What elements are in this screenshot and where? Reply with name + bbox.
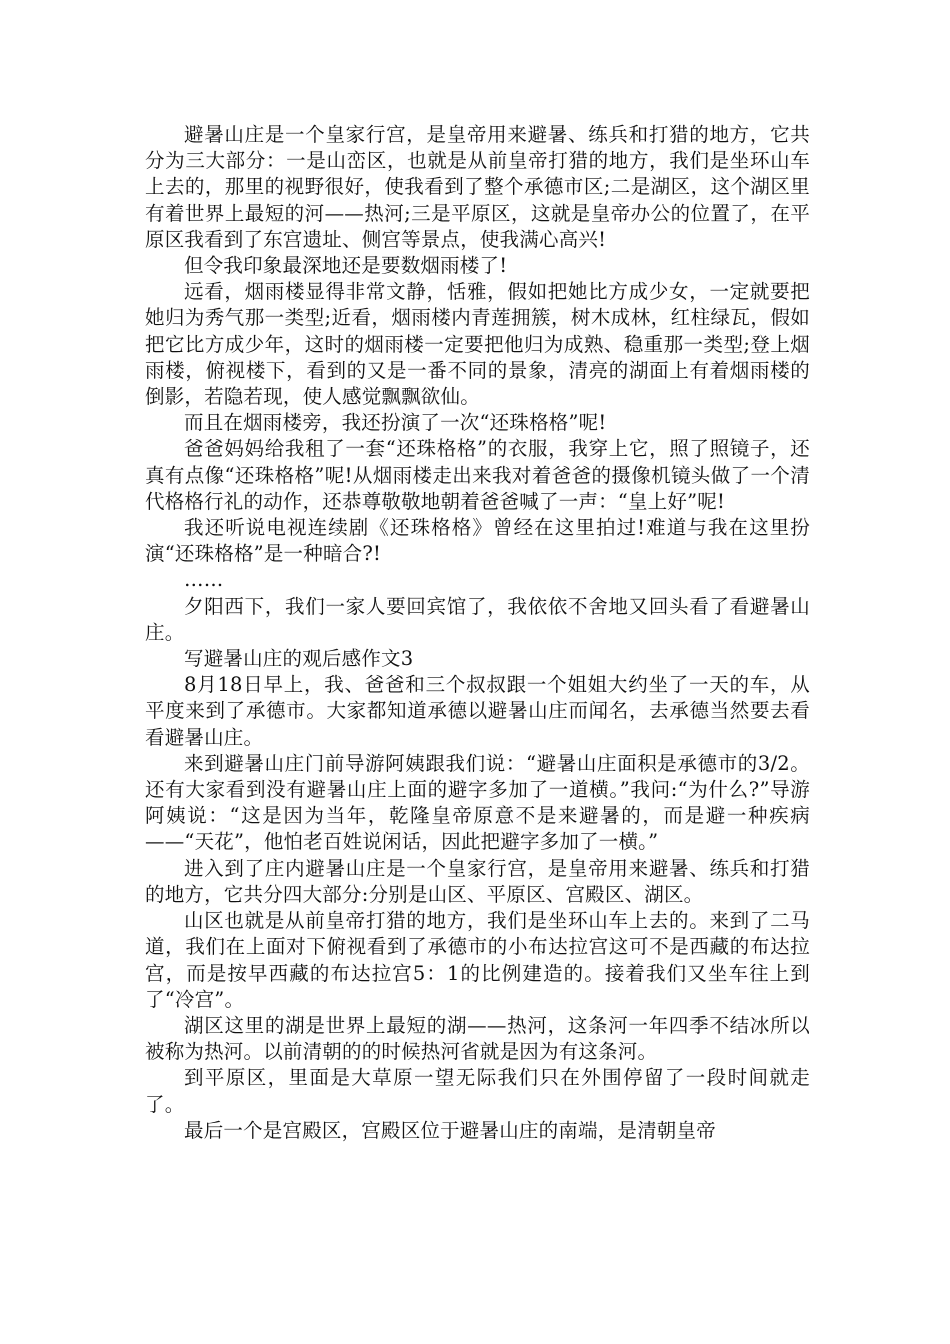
paragraph-tv-series: 我还听说电视连续剧《还珠格格》曾经在这里拍过!难道与我在这里扮演“还珠格格”是一种暗合?!	[145, 516, 810, 566]
paragraph-yanyu-impression: 但令我印象最深地还是要数烟雨楼了!	[184, 254, 508, 278]
paragraph-yanyu-description: 远看，烟雨楼显得非常文静，恬雅，假如把她比方成少女，一定就要把她归为秀气那一类型;近看，烟雨楼内青莲拥簇，树木成林，红柱绿瓦，假如把它比方成少年，这时的烟雨楼一定要把他归为成熟、稳重那一类型;登上烟雨楼，俯视楼下，看到的又是一番不同的景象，清亮的湖面上有着烟雨楼的倒影，若隐若现，使人感觉飘飘欲仙。	[145, 280, 810, 409]
paragraph-lake-area: 湖区这里的湖是世界上最短的湖——热河，这条河一年四季不结冰所以被称为热河。以前清朝的的时候热河省就是因为有这条河。	[145, 1013, 810, 1064]
paragraph-plain-area: 到平原区，里面是大草原一望无际我们只在外围停留了一段时间就走了。	[145, 1066, 810, 1116]
paragraph-intro: 避暑山庄是一个皇家行宫，是皇帝用来避暑、练兵和打猎的地方，它共分为三大部分：一是山峦区，也就是从前皇帝打猎的地方，我们是坐环山车上去的，那里的视野很好，使我看到了整个承德市区;二是湖区，这个湖区里有着世界上最短的河——热河;三是平原区，这就是皇帝办公的位置了，在平原区我看到了东宫遗址、侧宫等景点，使我满心高兴!	[145, 123, 810, 251]
paragraph-arrival: 8月18日早上，我、爸爸和三个叔叔跟一个姐姐大约坐了一天的车，从平度来到了承德市。大家都知道承德以避暑山庄而闻名，去承德当然要去看看避暑山庄。	[145, 673, 810, 749]
paragraph-princess-role: 而且在烟雨楼旁，我还扮演了一次“还珠格格”呢!	[184, 411, 607, 435]
paragraph-costume: 爸爸妈妈给我租了一套“还珠格格”的衣服，我穿上它，照了照镜子，还真有点像“还珠格格”呢!从烟雨楼走出来我对着爸爸的摄像机镜头做了一个清代格格行礼的动作，还恭尊敬敬地朝着爸爸喊了一声：“皇上好”呢!	[145, 437, 810, 513]
paragraph-sunset: 夕阳西下，我们一家人要回宾馆了，我依依不舍地又回头看了看避暑山庄。	[145, 594, 810, 644]
paragraph-ellipsis: ……	[184, 568, 224, 592]
essay-body	[145, 122, 810, 1144]
paragraph-mountain-area: 山区也就是从前皇帝打猎的地方，我们是坐环山车上去的。来到了二马道，我们在上面对下俯视看到了承德市的小布达拉宫这可不是西藏的布达拉宫，而是按早西藏的布达拉宫5：1的比例建造的。接着我们又坐车往上到了“冷宫”。	[145, 909, 810, 1011]
paragraph-guide: 来到避暑山庄门前导游阿姨跟我们说：“避暑山庄面积是承德市的3/2。还有大家看到没有避暑山庄上面的避字多加了一道横。”我问:“为什么?”导游阿姨说：“这是因为当年，乾隆皇帝原意不是来避暑的，而是避一种疾病——“天花”，他怕老百姓说闲话，因此把避字多加了一横。”	[145, 751, 810, 854]
paragraph-palace-area: 最后一个是宫殿区，宫殿区位于避暑山庄的南端，是清朝皇帝	[184, 1118, 716, 1142]
essay-3-title: 写避暑山庄的观后感作文3	[184, 647, 414, 671]
paragraph-four-parts: 进入到了庄内避暑山庄是一个皇家行宫，是皇帝用来避暑、练兵和打猎的地方，它共分四大部分:分别是山区、平原区、宫殿区、湖区。	[145, 856, 810, 906]
